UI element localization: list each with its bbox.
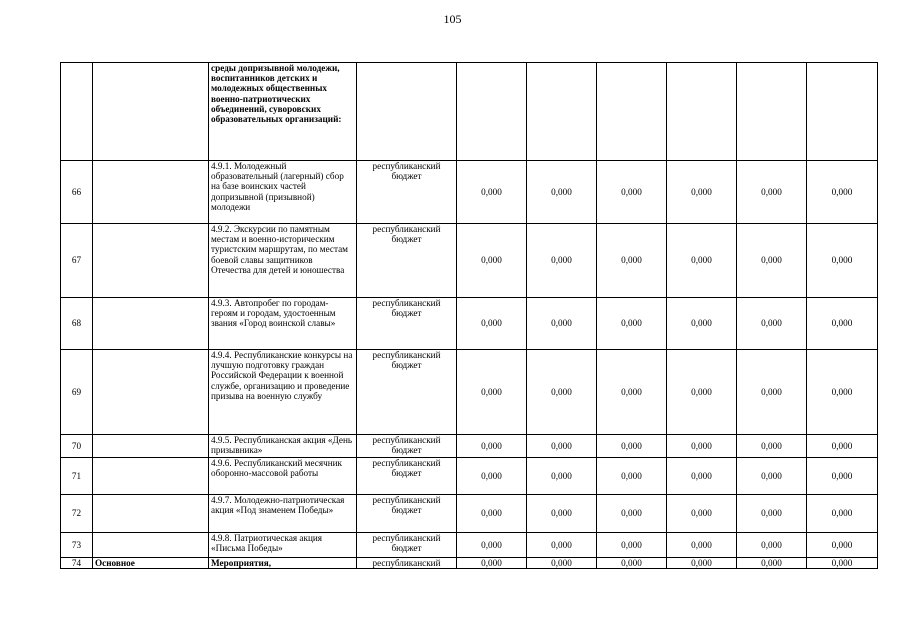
cell-value: 0,000 [807,558,878,569]
table-row [61,458,878,495]
cell-value [737,63,807,161]
cell-name: Мероприятия, [209,558,357,569]
cell-value: 0,000 [667,533,737,558]
cell-value: 0,000 [457,458,527,495]
cell-col2 [93,495,209,533]
cell-value [807,63,878,161]
cell-value: 0,000 [737,495,807,533]
cell-name: 4.9.4. Республиканские конкурсы на лучшую подготовку граждан Российской Федерации к военной службе, организацию и проведение призыва на военную службу [209,350,357,435]
cell-value: 0,000 [597,224,667,298]
cell-name: 4.9.3. Автопробег по городам-героям и городам, удостоенным звания «Город воинской славы» [209,298,357,350]
cell-value: 0,000 [737,558,807,569]
cell-source: республиканский бюджет [357,350,457,435]
cell-value: 0,000 [457,495,527,533]
cell-source: республиканский бюджет [357,495,457,533]
table-row [61,350,878,435]
cell-value: 0,000 [527,558,597,569]
cell-value: 0,000 [457,224,527,298]
cell-name: 4.9.7. Молодежно-патриотическая акция «Под знаменем Победы» [209,495,357,533]
cell-value: 0,000 [457,161,527,224]
cell-col2 [93,63,209,161]
cell-source: республиканский бюджет [357,435,457,458]
cell-value: 0,000 [667,458,737,495]
cell-value: 0,000 [597,495,667,533]
cell-source [357,63,457,161]
cell-source: республиканский бюджет [357,224,457,298]
cell-value: 0,000 [527,161,597,224]
row-number: 74 [61,558,93,569]
cell-value: 0,000 [527,298,597,350]
row-number: 73 [61,533,93,558]
cell-value: 0,000 [737,435,807,458]
cell-value: 0,000 [597,298,667,350]
cell-col2: Основное [93,558,209,569]
table-row [61,161,878,224]
cell-value: 0,000 [457,298,527,350]
cell-value: 0,000 [667,435,737,458]
cell-value: 0,000 [807,298,878,350]
cell-value: 0,000 [807,533,878,558]
cell-name: среды допризывной молодежи, воспитанников детских и молодежных общественных военно-патриотических объединений, суворовских образовательных организаций: [209,63,357,161]
cell-value: 0,000 [737,458,807,495]
cell-value: 0,000 [597,161,667,224]
page-number: 105 [443,12,462,26]
row-number: 70 [61,435,93,458]
row-number: 69 [61,350,93,435]
cell-value: 0,000 [457,350,527,435]
cell-value: 0,000 [737,224,807,298]
cell-value: 0,000 [807,435,878,458]
cell-value: 0,000 [667,350,737,435]
cell-col2 [93,161,209,224]
cell-value: 0,000 [527,350,597,435]
budget-table [60,62,878,569]
cell-value: 0,000 [807,161,878,224]
cell-value: 0,000 [667,161,737,224]
cell-name: 4.9.1. Молодежный образовательный (лагерный) сбор на базе воинских частей допризывной (призывной) молодежи [209,161,357,224]
cell-value: 0,000 [737,350,807,435]
table-row [61,533,878,558]
cell-value [527,63,597,161]
cell-value: 0,000 [457,558,527,569]
cell-value: 0,000 [457,435,527,458]
cell-value: 0,000 [667,558,737,569]
cell-name: 4.9.6. Республиканский месячник оборонно-массовой работы [209,458,357,495]
row-number: 66 [61,161,93,224]
cell-value: 0,000 [667,495,737,533]
cell-value: 0,000 [597,435,667,458]
cell-value: 0,000 [807,350,878,435]
cell-value: 0,000 [597,350,667,435]
cell-value: 0,000 [597,533,667,558]
row-number: 71 [61,458,93,495]
cell-value: 0,000 [527,224,597,298]
cell-name: 4.9.5. Республиканская акция «День призывника» [209,435,357,458]
cell-source: республиканский бюджет [357,298,457,350]
cell-value [667,63,737,161]
cell-name: 4.9.8. Патриотическая акция «Письма Победы» [209,533,357,558]
cell-value: 0,000 [667,298,737,350]
cell-value [457,63,527,161]
cell-col2 [93,224,209,298]
table-row [61,224,878,298]
table-row-header-continuation [61,63,878,161]
cell-col2 [93,435,209,458]
table-row [61,495,878,533]
cell-value: 0,000 [527,458,597,495]
cell-value: 0,000 [807,458,878,495]
table-row [61,558,878,569]
cell-value: 0,000 [527,495,597,533]
cell-value: 0,000 [807,224,878,298]
cell-value: 0,000 [667,224,737,298]
cell-name: 4.9.2. Экскурсии по памятным местам и военно-историческим туристским маршрутам, по местам боевой славы защитников Отечества для детей и юношества [209,224,357,298]
table-row [61,435,878,458]
cell-source: республиканский [357,558,457,569]
cell-value [597,63,667,161]
cell-col2 [93,533,209,558]
cell-value: 0,000 [737,298,807,350]
row-number: 72 [61,495,93,533]
cell-value: 0,000 [597,558,667,569]
cell-source: республиканский бюджет [357,533,457,558]
cell-value: 0,000 [457,533,527,558]
cell-col2 [93,350,209,435]
cell-col2 [93,458,209,495]
cell-value: 0,000 [737,161,807,224]
cell-value: 0,000 [527,533,597,558]
cell-col2 [93,298,209,350]
cell-source: республиканский бюджет [357,458,457,495]
cell-source: республиканский бюджет [357,161,457,224]
row-number: 68 [61,298,93,350]
cell-num [61,63,93,161]
cell-value: 0,000 [737,533,807,558]
cell-value: 0,000 [527,435,597,458]
cell-value: 0,000 [597,458,667,495]
cell-value: 0,000 [807,495,878,533]
row-number: 67 [61,224,93,298]
table-row [61,298,878,350]
